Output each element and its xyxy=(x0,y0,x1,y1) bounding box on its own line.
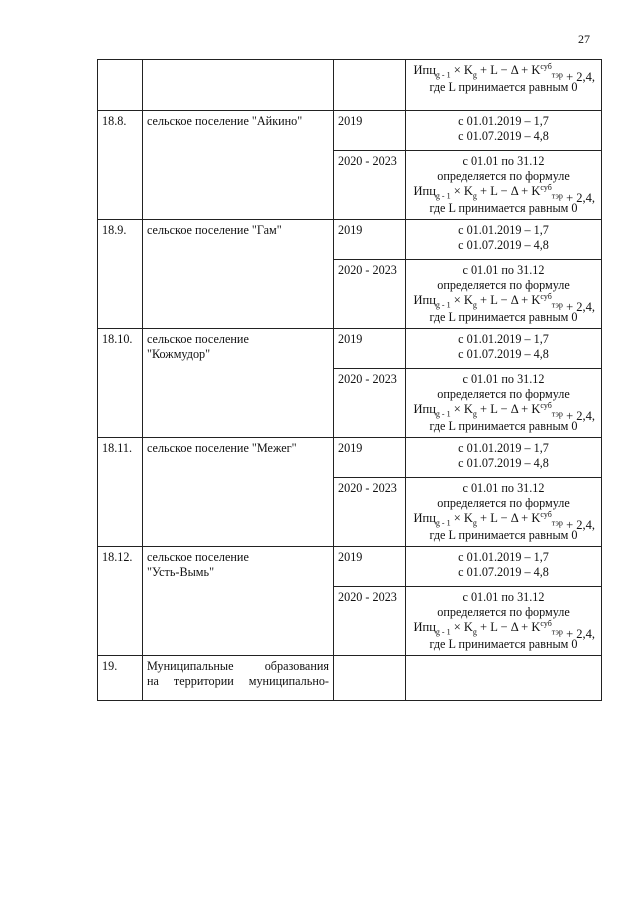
period-year: 2019 xyxy=(338,441,363,455)
value-cell xyxy=(406,547,602,587)
formula-lhs: Ипц xyxy=(413,620,436,634)
formula-sub-ter: тэр xyxy=(551,409,563,419)
settlement-name: на территории муниципально- xyxy=(147,674,329,688)
value-cell xyxy=(406,438,602,478)
formula-sub-g: g xyxy=(472,409,477,419)
period-year: 2019 xyxy=(338,332,363,346)
period-cell xyxy=(334,151,406,220)
value-cell xyxy=(406,60,602,111)
settlement-name-cell xyxy=(143,111,334,220)
value-line: определяется по формуле xyxy=(437,496,570,510)
settlement-name: "Кожмудор" xyxy=(147,347,211,361)
settlement-name: сельское поселение xyxy=(147,332,249,346)
formula-plus-l: + L − Δ + K xyxy=(476,63,541,77)
formula-sub-ter: тэр xyxy=(551,300,563,310)
value-line: определяется по формуле xyxy=(437,169,570,183)
formula-lhs: Ипц xyxy=(413,402,436,416)
settlement-name-cell xyxy=(143,60,334,111)
value-line: определяется по формуле xyxy=(437,605,570,619)
settlement-name-cell xyxy=(143,438,334,547)
formula-sub-g1: g - 1 xyxy=(435,70,451,80)
formula-tail: + 2,4, xyxy=(562,191,595,205)
row-number: 18.8. xyxy=(102,114,127,128)
value-line: с 01.01 по 31.12 xyxy=(462,263,545,277)
value-line: с 01.01 по 31.12 xyxy=(462,590,545,604)
period-year: 2020 - 2023 xyxy=(338,372,397,386)
period-cell xyxy=(334,438,406,478)
formula-sub-g: g xyxy=(472,191,477,201)
formula-sub-g: g xyxy=(472,518,477,528)
formula xyxy=(406,182,601,205)
settlement-name-cell xyxy=(143,547,334,656)
settlement-name: сельское поселение "Межег" xyxy=(147,441,297,455)
formula-sub-g1: g - 1 xyxy=(435,191,451,201)
formula-lhs: Ипц xyxy=(413,293,436,307)
period-year: 2020 - 2023 xyxy=(338,263,397,277)
value-cell xyxy=(406,151,602,220)
value-cell xyxy=(406,478,602,547)
table-row xyxy=(98,438,602,478)
value-cell xyxy=(406,369,602,438)
formula-note: где L принимается равным 0 xyxy=(429,201,578,215)
formula-lhs: Ипц xyxy=(413,511,436,525)
formula-sub-g: g xyxy=(472,70,477,80)
formula-plus-l: + L − Δ + K xyxy=(476,511,541,525)
period-year: 2019 xyxy=(338,114,363,128)
period-year: 2019 xyxy=(338,223,363,237)
formula xyxy=(406,400,601,423)
row-number: 18.9. xyxy=(102,223,127,237)
formula-plus-l: + L − Δ + K xyxy=(476,184,541,198)
value-line: с 01.01.2019 – 1,7 xyxy=(458,441,549,455)
formula-sup: суб xyxy=(540,291,552,301)
formula-note: где L принимается равным 0 xyxy=(429,637,578,651)
formula-note: где L принимается равным 0 xyxy=(429,310,578,324)
period-cell xyxy=(334,587,406,656)
row-number: 18.11. xyxy=(102,441,133,455)
formula-plus-l: + L − Δ + K xyxy=(476,293,541,307)
period-year: 2020 - 2023 xyxy=(338,481,397,495)
table-row xyxy=(98,60,602,111)
formula-sub-ter: тэр xyxy=(551,518,563,528)
formula-tail: + 2,4, xyxy=(562,70,595,84)
formula-tail: + 2,4, xyxy=(562,627,595,641)
page-number: 27 xyxy=(578,32,590,46)
formula-mid: × K xyxy=(450,511,473,525)
formula xyxy=(406,291,601,314)
table-row xyxy=(98,111,602,151)
formula-sup: суб xyxy=(540,61,552,71)
formula-mid: × K xyxy=(450,184,473,198)
formula-sub-ter: тэр xyxy=(551,70,563,80)
formula-note: где L принимается равным 0 xyxy=(429,528,578,542)
value-line: с 01.01 по 31.12 xyxy=(462,154,545,168)
value-line: с 01.01.2019 – 1,7 xyxy=(458,223,549,237)
value-cell xyxy=(406,329,602,369)
formula-note: где L принимается равным 0 xyxy=(429,419,578,433)
value-line: с 01.07.2019 – 4,8 xyxy=(458,565,549,579)
row-number-cell xyxy=(98,656,143,701)
period-cell xyxy=(334,111,406,151)
formula-lhs: Ипц xyxy=(413,63,436,77)
row-number-cell xyxy=(98,547,143,656)
value-line: с 01.01.2019 – 1,7 xyxy=(458,114,549,128)
formula xyxy=(406,509,601,532)
table-row xyxy=(98,547,602,587)
period-cell xyxy=(334,656,406,701)
period-cell xyxy=(334,478,406,547)
formula-tail: + 2,4, xyxy=(562,518,595,532)
row-number-cell xyxy=(98,220,143,329)
value-line: с 01.07.2019 – 4,8 xyxy=(458,456,549,470)
formula-mid: × K xyxy=(450,402,473,416)
table-row xyxy=(98,656,602,701)
value-line: определяется по формуле xyxy=(437,387,570,401)
value-line: с 01.07.2019 – 4,8 xyxy=(458,347,549,361)
formula xyxy=(406,61,601,84)
formula-plus-l: + L − Δ + K xyxy=(476,402,541,416)
row-number-cell xyxy=(98,60,143,111)
value-line: с 01.07.2019 – 4,8 xyxy=(458,129,549,143)
value-cell xyxy=(406,656,602,701)
table-row xyxy=(98,329,602,369)
formula-sup: суб xyxy=(540,400,552,410)
value-cell xyxy=(406,111,602,151)
tariff-table-body xyxy=(98,60,602,701)
value-cell xyxy=(406,587,602,656)
table-row xyxy=(98,220,602,260)
period-cell xyxy=(334,260,406,329)
period-cell xyxy=(334,329,406,369)
value-cell xyxy=(406,260,602,329)
formula-note: где L принимается равным 0 xyxy=(429,80,578,94)
period-year: 2020 - 2023 xyxy=(338,154,397,168)
period-cell xyxy=(334,369,406,438)
settlement-name: "Усть-Вымь" xyxy=(147,565,215,579)
formula-sub-g1: g - 1 xyxy=(435,409,451,419)
settlement-name: сельское поселение "Гам" xyxy=(147,223,282,237)
row-number-cell xyxy=(98,438,143,547)
formula-lhs: Ипц xyxy=(413,184,436,198)
period-year: 2020 - 2023 xyxy=(338,590,397,604)
formula-sub-ter: тэр xyxy=(551,627,563,637)
period-cell xyxy=(334,547,406,587)
value-line: с 01.01 по 31.12 xyxy=(462,372,545,386)
formula-sub-ter: тэр xyxy=(551,191,563,201)
formula-sup: суб xyxy=(540,618,552,628)
settlement-name: сельское поселение xyxy=(147,550,249,564)
formula-tail: + 2,4, xyxy=(562,409,595,423)
tariff-table xyxy=(97,59,602,701)
settlement-name: Муниципальные образования xyxy=(147,659,329,673)
formula-mid: × K xyxy=(450,293,473,307)
formula-sub-g: g xyxy=(472,627,477,637)
row-number-cell xyxy=(98,329,143,438)
settlement-name-cell xyxy=(143,220,334,329)
settlement-name: сельское поселение "Айкино" xyxy=(147,114,303,128)
formula-sub-g: g xyxy=(472,300,477,310)
period-cell xyxy=(334,220,406,260)
formula-sub-g1: g - 1 xyxy=(435,300,451,310)
settlement-name-cell xyxy=(143,656,334,701)
value-line: с 01.01.2019 – 1,7 xyxy=(458,332,549,346)
settlement-name-cell xyxy=(143,329,334,438)
formula-sub-g1: g - 1 xyxy=(435,627,451,637)
formula-sup: суб xyxy=(540,182,552,192)
period-year: 2019 xyxy=(338,550,363,564)
value-line: с 01.01 по 31.12 xyxy=(462,481,545,495)
formula-mid: × K xyxy=(450,620,473,634)
value-line: определяется по формуле xyxy=(437,278,570,292)
formula xyxy=(406,618,601,641)
value-cell xyxy=(406,220,602,260)
row-number-cell xyxy=(98,111,143,220)
value-line: с 01.01.2019 – 1,7 xyxy=(458,550,549,564)
formula-mid: × K xyxy=(450,63,473,77)
row-number: 19. xyxy=(102,659,118,673)
value-line: с 01.07.2019 – 4,8 xyxy=(458,238,549,252)
formula-sub-g1: g - 1 xyxy=(435,518,451,528)
row-number: 18.10. xyxy=(102,332,133,346)
formula-tail: + 2,4, xyxy=(562,300,595,314)
row-number: 18.12. xyxy=(102,550,133,564)
formula-sup: суб xyxy=(540,509,552,519)
formula-plus-l: + L − Δ + K xyxy=(476,620,541,634)
period-cell xyxy=(334,60,406,111)
